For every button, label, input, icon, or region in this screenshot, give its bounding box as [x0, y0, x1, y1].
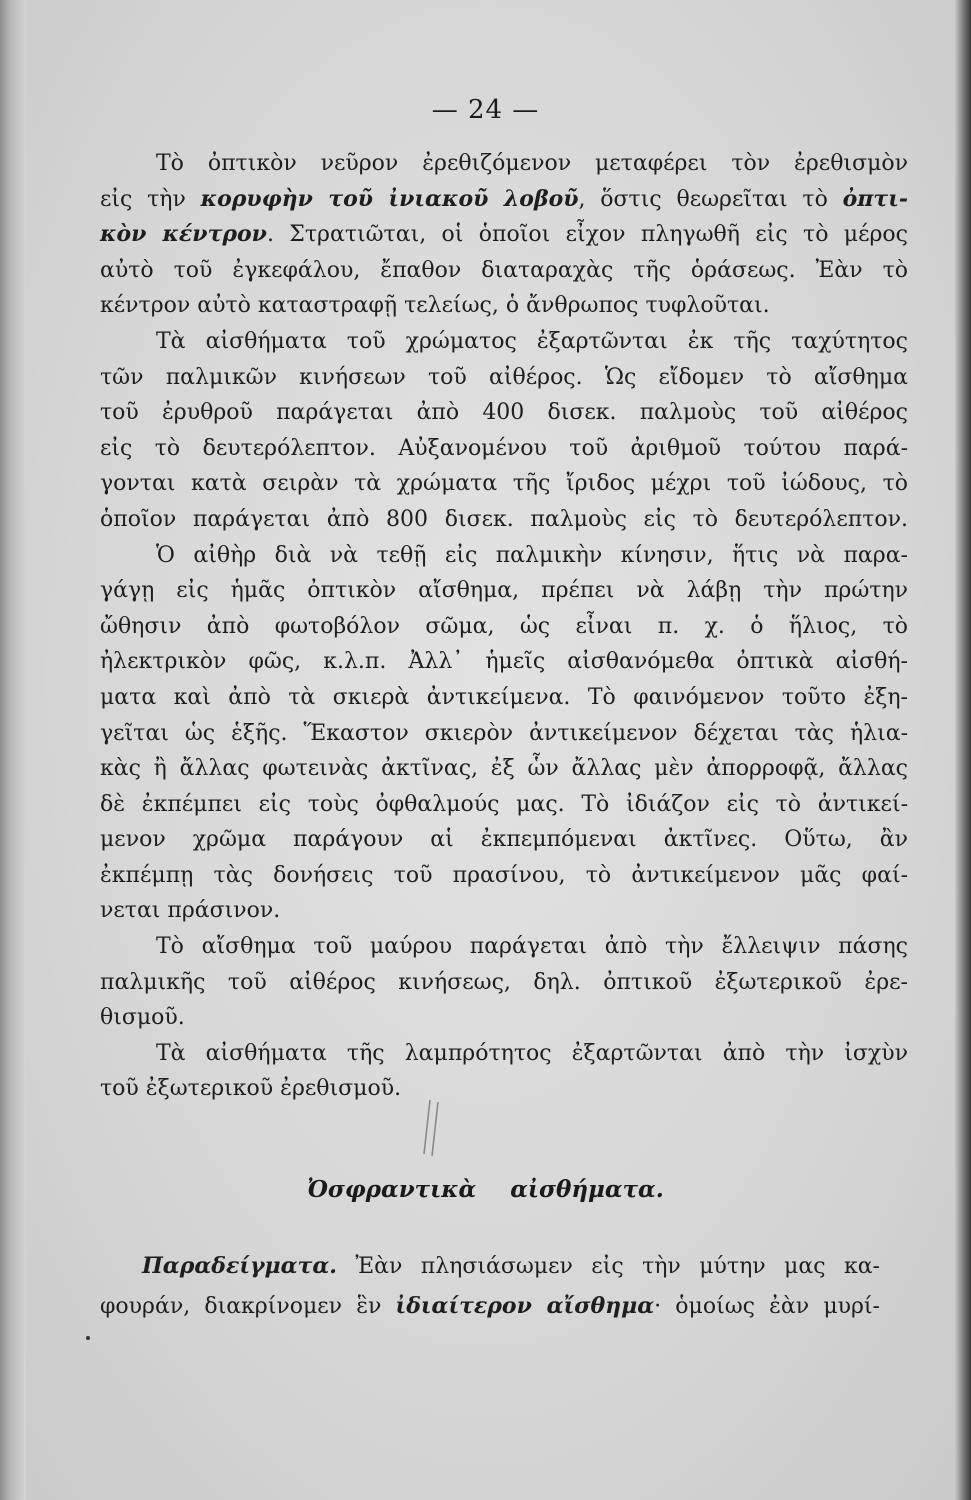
text-line: γεῖται ὡς ἑξῆς. Ἕκαστον σκιερὸν ἀντικείμενον δέχεται τὰς ἡλια- — [100, 720, 908, 746]
section-heading: Ὀσφραντικὰ αἰσθήματα. — [307, 1176, 664, 1203]
text-line: εἰς τὸ δευτερόλεπτον. Αὐξανομένου τοῦ ἀριθμοῦ τούτου παρά- — [100, 435, 908, 461]
main-text — [100, 146, 908, 1107]
emphasis-term: Παραδείγματα. — [142, 1253, 337, 1279]
text-line: Τὰ αἰσθήματα τῆς λαμπρότητος ἐξαρτῶνται ἀπὸ τὴν ἰσχὺν — [156, 1040, 908, 1066]
text-line: κὰς ἢ ἄλλας φωτεινὰς ἀκτῖνας, ἐξ ὧν ἄλλας μὲν ἀπορροφᾷ, ἄλλας — [100, 756, 908, 782]
text-line: παλμικῆς τοῦ αἰθέρος κινήσεως, δηλ. ὀπτικοῦ ἐξωτερικοῦ ἐρε- — [100, 969, 908, 995]
text-run: · ὁμοίως ἐὰν μυρί- — [654, 1294, 880, 1319]
text-line: δὲ ἐκπέμπει εἰς τοὺς ὀφθαλμούς μας. Τὸ ἰδιάζον εἰς τὸ ἀντικεί- — [100, 791, 908, 817]
text-line: μενον χρῶμα παράγουν αἱ ἐκπεμπόμεναι ἀκτῖνες. Οὕτω, ἂν — [100, 827, 908, 853]
text-run: . Στρατιῶται, οἱ ὁποῖοι εἶχον πληγωθῆ εἰς τὸ μέρος — [266, 222, 908, 248]
page-number: — 24 — — [431, 95, 540, 125]
text-line: Τὸ ὀπτικὸν νεῦρον ἐρεθιζόμενον μεταφέρει τὸν ἐρεθισμὸν — [156, 151, 908, 176]
text-line: τοῦ ἐρυθροῦ παράγεται ἀπὸ 400 δισεκ. παλμοὺς τοῦ αἰθέρος — [100, 400, 908, 426]
text-line: γάγῃ εἰς ἡμᾶς ὀπτικὸν αἴσθημα, πρέπει νὰ λάβῃ τὴν πρώτην — [100, 578, 908, 604]
ink-speck — [86, 1336, 90, 1340]
text-line: ὁποῖον παράγεται ἀπὸ 800 δισεκ. παλμοὺς εἰς τὸ δευτερόλεπτον. — [100, 506, 908, 532]
text-line: τοῦ ἐξωτερικοῦ ἐρεθισμοῦ. — [100, 1076, 402, 1102]
text-line: ματα καὶ ἀπὸ τὰ σκιερὰ ἀντικείμενα. Τὸ φαινόμενον τοῦτο ἐξη- — [100, 684, 908, 710]
text-line: αὐτὸ τοῦ ἐγκεφάλου, ἔπαθον διαταραχὰς τῆς ὁράσεως. Ἐὰν τὸ — [100, 257, 908, 283]
page-binding-edge — [0, 0, 26, 1500]
text-run: φουράν, διακρίνομεν ἓν — [100, 1294, 396, 1319]
text-line: γονται κατὰ σειρὰν τὰ χρώματα τῆς ἴριδος μέχρι τοῦ ἰώδους, τὸ — [100, 471, 908, 497]
text-line: τῶν παλμικῶν κινήσεων τοῦ αἰθέρος. Ὡς εἴδομεν τὸ αἴσθημα — [100, 364, 908, 390]
text-line — [100, 1286, 880, 1326]
emphasis-term: ἰδιαίτερον αἴσθημα — [395, 1293, 655, 1319]
text-line: Τὸ αἴσθημα τοῦ μαύρου παράγεται ἀπὸ τὴν ἔλλειψιν πάσης — [156, 934, 908, 960]
text-line: Τὰ αἰσθήματα τοῦ χρώματος ἐξαρτῶνται ἐκ τῆς ταχύτητος — [156, 328, 908, 354]
emphasis-term: κὸν κέντρον — [100, 221, 267, 248]
pencil-mark — [420, 1098, 450, 1158]
text-line — [100, 1246, 880, 1286]
text-run: εἰς τὴν — [100, 186, 201, 212]
text-run: Ἐὰν πλησιάσωμεν εἰς τὴν μύτην μας κα- — [336, 1254, 880, 1279]
text-line: θισμοῦ. — [100, 1005, 185, 1031]
text-run: , ὅστις θεωρεῖται τὸ — [578, 186, 843, 212]
text-line — [100, 217, 908, 253]
text-line: ἠλεκτρικὸν φῶς, κ.λ.π. Ἀλλ᾽ ἡμεῖς αἰσθανόμεθα ὀπτικὰ αἰσθή- — [100, 649, 908, 675]
text-line — [100, 182, 908, 218]
text-line: Ὁ αἰθὴρ διὰ νὰ τεθῇ εἰς παλμικὴν κίνησιν, ἥτις νὰ παρα- — [156, 542, 908, 568]
section-text — [100, 1246, 880, 1326]
text-line: ἐκπέμπῃ τὰς δονήσεις τοῦ πρασίνου, τὸ ἀντικείμενον μᾶς φαί- — [100, 862, 908, 888]
text-line: νεται πράσινον. — [100, 898, 281, 924]
text-line: ὤθησιν ἀπὸ φωτοβόλον σῶμα, ὡς εἶναι π. χ. ὁ ἥλιος, τὸ — [100, 613, 908, 639]
emphasis-term: κορυφὴν τοῦ ἰνιακοῦ λοβοῦ — [200, 185, 579, 212]
emphasis-term: ὀπτι- — [842, 185, 908, 212]
text-line: κέντρον αὐτὸ καταστραφῇ τελείως, ὁ ἄνθρωπος τυφλοῦται. — [100, 293, 770, 319]
page-right-edge — [955, 0, 971, 1500]
